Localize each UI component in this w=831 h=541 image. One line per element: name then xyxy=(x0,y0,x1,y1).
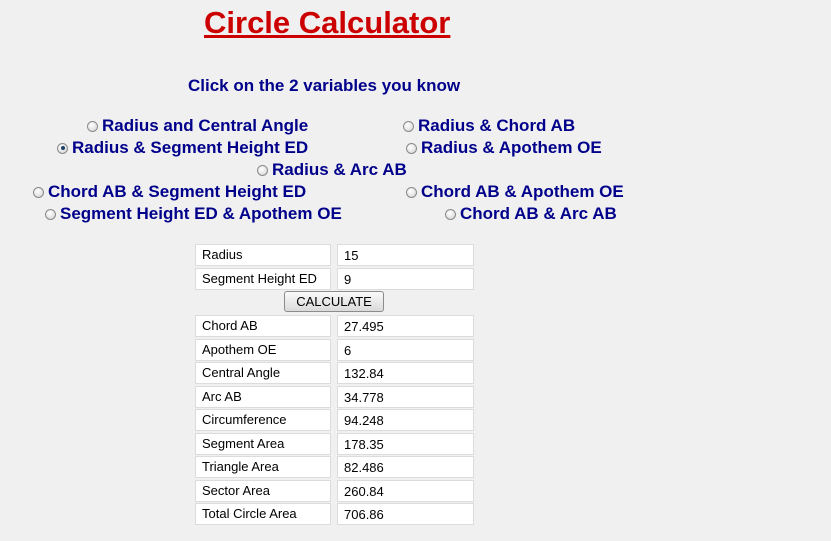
radio-button-selected[interactable] xyxy=(57,143,68,154)
result-row-central-angle xyxy=(195,362,475,384)
segment-height-input[interactable] xyxy=(337,268,474,290)
arc-output[interactable] xyxy=(337,386,474,408)
radio-button[interactable] xyxy=(445,209,456,220)
option-chord-segment-height[interactable] xyxy=(33,182,306,202)
instruction-text: Click on the 2 variables you know xyxy=(188,76,461,95)
radio-button[interactable] xyxy=(406,187,417,198)
option-label: Segment Height ED & Apothem OE xyxy=(60,204,342,223)
sector-area-output[interactable] xyxy=(337,480,474,502)
radio-button[interactable] xyxy=(406,143,417,154)
option-chord-arc[interactable] xyxy=(445,204,617,224)
radio-button[interactable] xyxy=(257,165,268,176)
result-label: Sector Area xyxy=(195,480,331,502)
option-label: Radius and Central Angle xyxy=(102,116,309,135)
option-label: Radius & Chord AB xyxy=(418,116,576,135)
radio-button[interactable] xyxy=(33,187,44,198)
result-label: Triangle Area xyxy=(195,456,331,478)
option-label: Radius & Apothem OE xyxy=(421,138,602,157)
result-row-triangle-area xyxy=(195,456,475,478)
input-row-segment-height xyxy=(195,268,475,290)
result-row-segment-area xyxy=(195,433,475,455)
result-label: Central Angle xyxy=(195,362,331,384)
result-label: Arc AB xyxy=(195,386,331,408)
option-label: Radius & Arc AB xyxy=(272,160,407,179)
input-label: Radius xyxy=(195,244,331,266)
result-row-chord xyxy=(195,315,475,337)
option-chord-apothem[interactable] xyxy=(406,182,624,202)
apothem-output[interactable] xyxy=(337,339,474,361)
option-radius-segment-height[interactable] xyxy=(57,138,308,158)
radio-button[interactable] xyxy=(45,209,56,220)
chord-output[interactable] xyxy=(337,315,474,337)
result-label: Segment Area xyxy=(195,433,331,455)
result-row-circumference xyxy=(195,409,475,431)
circumference-output[interactable] xyxy=(337,409,474,431)
result-row-sector-area xyxy=(195,480,475,502)
result-row-total-circle-area xyxy=(195,503,475,525)
input-label: Segment Height ED xyxy=(195,268,331,290)
central-angle-output[interactable] xyxy=(337,362,474,384)
option-radius-central-angle[interactable] xyxy=(87,116,308,136)
input-row-radius xyxy=(195,244,475,266)
result-row-arc xyxy=(195,386,475,408)
option-segment-height-apothem[interactable] xyxy=(45,204,342,224)
radius-input[interactable] xyxy=(337,244,474,266)
result-label: Chord AB xyxy=(195,315,331,337)
result-label: Total Circle Area xyxy=(195,503,331,525)
result-label: Apothem OE xyxy=(195,339,331,361)
radio-button[interactable] xyxy=(87,121,98,132)
calculate-button[interactable]: CALCULATE xyxy=(284,291,384,312)
triangle-area-output[interactable] xyxy=(337,456,474,478)
segment-area-output[interactable] xyxy=(337,433,474,455)
option-radius-arc[interactable] xyxy=(257,160,407,180)
total-circle-area-output[interactable] xyxy=(337,503,474,525)
option-radius-apothem[interactable] xyxy=(406,138,602,158)
result-row-apothem xyxy=(195,339,475,361)
option-radius-chord[interactable] xyxy=(403,116,575,136)
option-label: Chord AB & Arc AB xyxy=(460,204,617,223)
option-label: Chord AB & Segment Height ED xyxy=(48,182,307,201)
option-label: Radius & Segment Height ED xyxy=(72,138,309,157)
option-label: Chord AB & Apothem OE xyxy=(421,182,624,201)
result-label: Circumference xyxy=(195,409,331,431)
radio-button[interactable] xyxy=(403,121,414,132)
page-title: Circle Calculator xyxy=(204,5,451,40)
